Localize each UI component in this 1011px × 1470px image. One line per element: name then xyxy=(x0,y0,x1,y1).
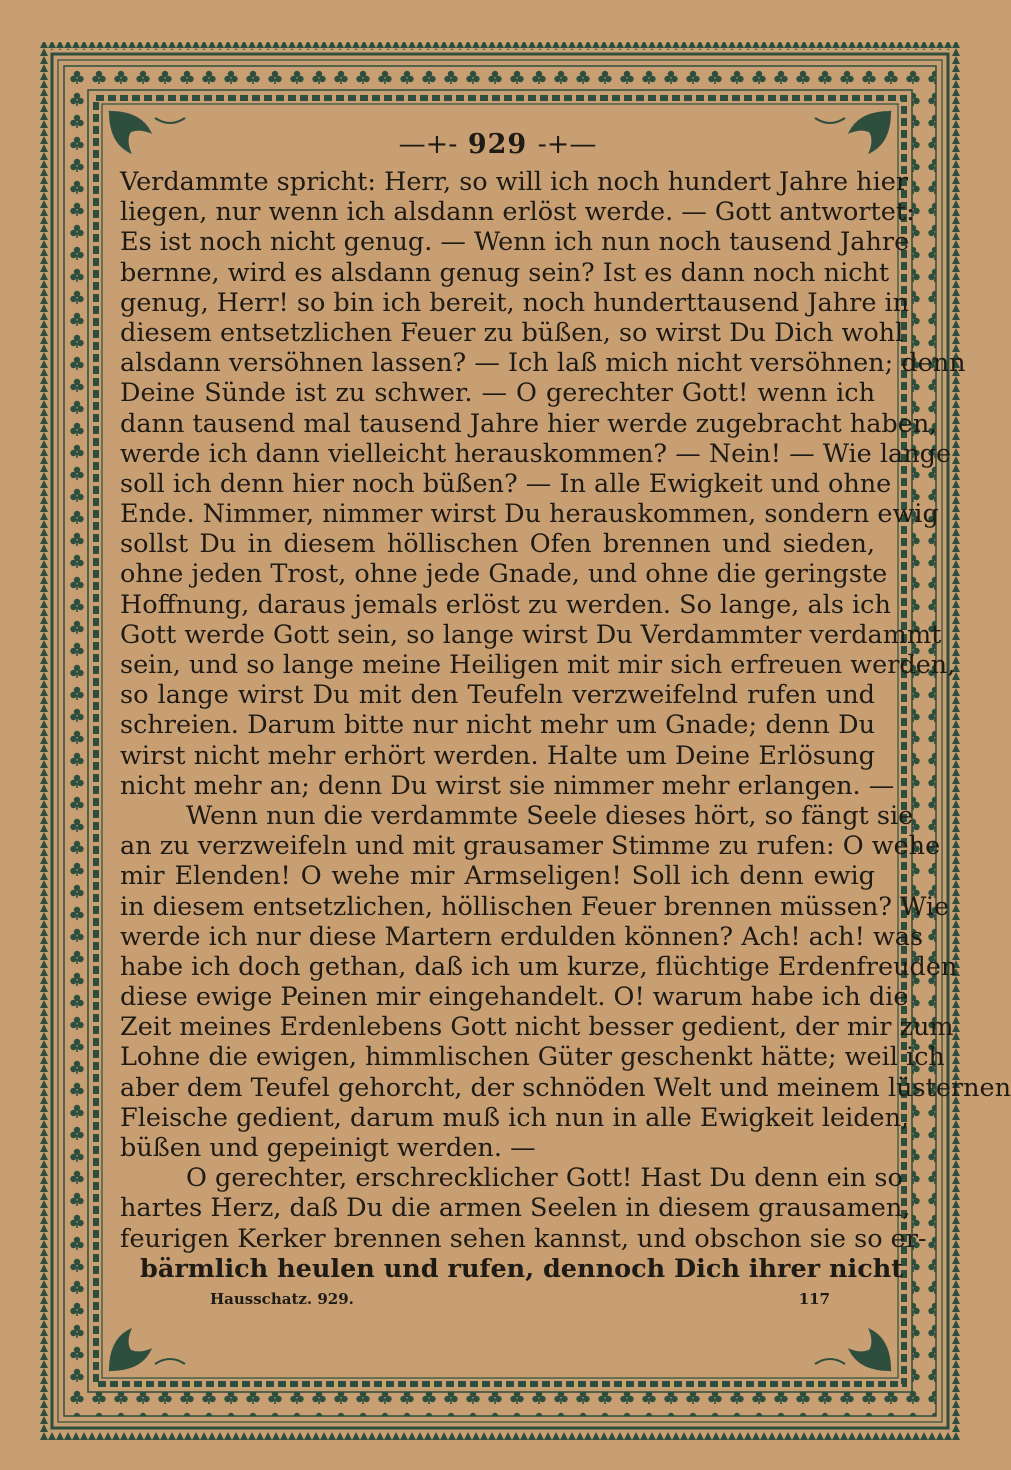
text-line: dann tausend mal tausend Jahre hier werde zugebracht haben, xyxy=(120,408,938,439)
text-line: genug, Herr! so bin ich bereit, noch hunderttausend Jahre in xyxy=(120,287,910,318)
text-line: habe ich doch gethan, daß ich um kurze, flüchtige Erdenfreuden xyxy=(120,951,958,982)
page-number-dash-right: -+— xyxy=(537,129,597,160)
printer-signature xyxy=(210,1290,830,1312)
text-line: an zu verzweifeln und mit grausamer Stimme zu rufen: O wehe xyxy=(120,831,941,862)
text-line: O gerechter, erschrecklicher Gott! Hast Du denn ein so xyxy=(186,1163,903,1194)
text-line: Zeit meines Erdenlebens Gott nicht besser gedient, der mir zum xyxy=(120,1012,954,1043)
text-line: wirst nicht mehr erhört werden. Halte um Deine Erlösung xyxy=(120,740,875,771)
text-line: in diesem entsetzlichen, höllischen Feuer brennen müssen? Wie xyxy=(120,891,950,922)
page-number-dash-left: —+- xyxy=(398,129,458,160)
text-line: schreien. Darum bitte nur nicht mehr um Gnade; denn Du xyxy=(120,710,875,741)
page-number: 929 xyxy=(467,129,528,160)
text-line: Ende. Nimmer, nimmer wirst Du herauskommen, sondern ewig xyxy=(120,499,939,530)
text-line: soll ich denn hier noch büßen? — In alle Ewigkeit und ohne xyxy=(120,468,892,499)
text-line: Es ist noch nicht genug. — Wenn ich nun noch tausend Jahre xyxy=(120,227,910,258)
text-line: Hoffnung, daraus jemals erlöst zu werden. So lange, als ich xyxy=(120,589,891,620)
text-column xyxy=(120,127,1011,1284)
text-line: mir Elenden! O wehe mir Armseligen! Soll ich denn ewig xyxy=(120,861,875,892)
text-line: Verdammte spricht: Herr, so will ich noch hundert Jahre hier xyxy=(120,167,909,197)
text-line: werde ich nur diese Martern erdulden können? Ach! ach! was xyxy=(120,921,924,952)
text-line: diesem entsetzlichen Feuer zu büßen, so wirst Du Dich wohl xyxy=(120,317,904,348)
text-line: ohne jeden Trost, ohne jede Gnade, und ohne die geringste xyxy=(120,559,888,590)
signature-right: 117 xyxy=(798,1290,830,1308)
text-line: bärmlich heulen und rufen, dennoch Dich ihrer nicht xyxy=(140,1253,904,1284)
text-line: diese ewige Peinen mir eingehandelt. O! warum habe ich die xyxy=(120,982,909,1013)
text-line: Wenn nun die verdammte Seele dieses hört, so fängt sie xyxy=(186,800,914,831)
text-line: sollst Du in diesem höllischen Ofen brennen und sieden, xyxy=(120,529,875,560)
text-line: nicht mehr an; denn Du wirst sie nimmer mehr erlangen. — xyxy=(120,770,895,801)
text-line: feurigen Kerker brennen sehen kannst, und obschon sie so er- xyxy=(120,1223,927,1254)
text-line: Lohne die ewigen, himmlischen Güter geschenkt hätte; weil ich xyxy=(120,1042,945,1073)
text-line: aber dem Teufel gehorcht, der schnöden Welt und meinem lüsternen xyxy=(120,1072,1011,1103)
text-line: büßen und gepeinigt werden. — xyxy=(120,1133,536,1163)
text-line: sein, und so lange meine Heiligen mit mir sich erfreuen werden, xyxy=(120,650,956,680)
text-line: Deine Sünde ist zu schwer. — O gerechter Gott! wenn ich xyxy=(120,378,875,409)
body-text xyxy=(120,167,1011,1284)
text-line: so lange wirst Du mit den Teufeln verzweifelnd rufen und xyxy=(120,680,875,711)
text-line: hartes Herz, daß Du die armen Seelen in diesem grausamen, xyxy=(120,1193,911,1224)
text-line: Fleische gedient, darum muß ich nun in alle Ewigkeit leiden, xyxy=(120,1102,910,1133)
page-number-header xyxy=(120,127,875,163)
text-line: alsdann versöhnen lassen? — Ich laß mich nicht versöhnen; denn xyxy=(120,348,966,379)
text-line: bernne, wird es alsdann genug sein? Ist es dann noch nicht xyxy=(120,257,890,288)
text-line: liegen, nur wenn ich alsdann erlöst werde. — Gott antwortet: xyxy=(120,197,915,228)
signature-left: Hausschatz. 929. xyxy=(210,1290,354,1308)
text-line: Gott werde Gott sein, so lange wirst Du Verdammter verdammt xyxy=(120,619,942,650)
text-line: werde ich dann vielleicht herauskommen? — Nein! — Wie lange xyxy=(120,438,952,469)
